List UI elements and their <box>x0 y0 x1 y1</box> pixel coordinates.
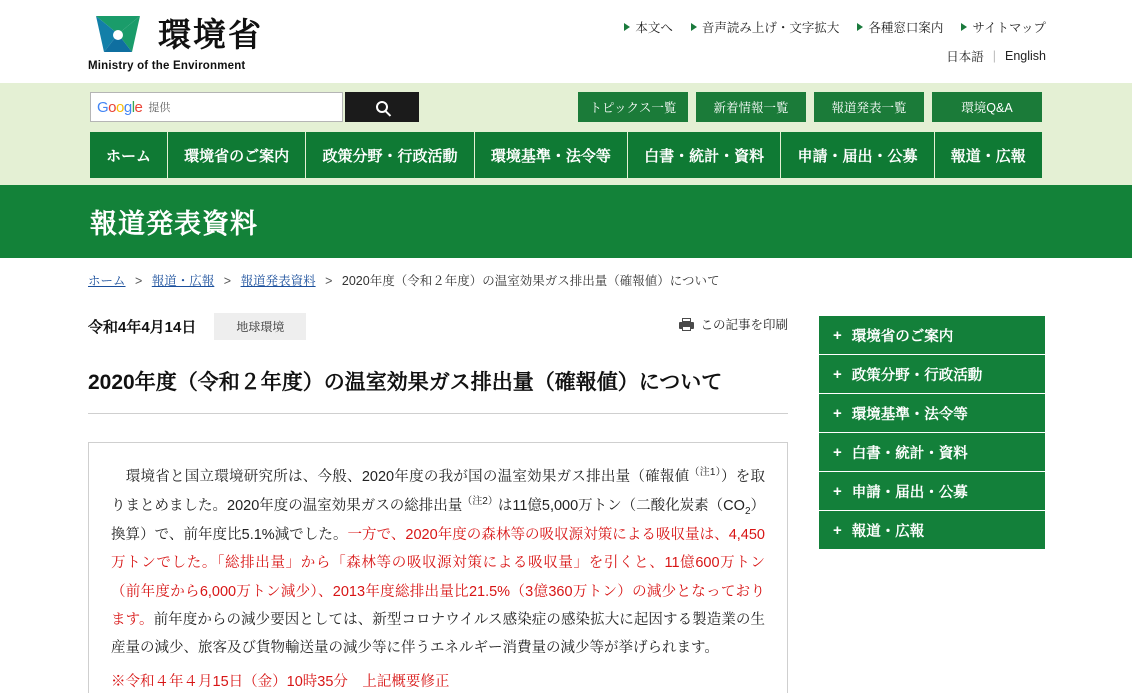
triangle-bullet-icon <box>691 23 697 31</box>
content-columns <box>0 299 1132 693</box>
sidebar-item-whitepaper[interactable] <box>819 433 1045 471</box>
sidebar-item-press[interactable] <box>819 511 1045 549</box>
page-title-band <box>0 185 1132 258</box>
breadcrumb-item-press[interactable]: 報道・広報 <box>151 274 215 288</box>
nav-item-press[interactable]: 報道・広報 <box>935 132 1042 178</box>
sidebar <box>819 299 1045 693</box>
sidebar-item-label: 環境省のご案内 <box>851 328 954 345</box>
breadcrumb-item-current: 2020年度（令和２年度）の温室効果ガス排出量（確報値）について <box>341 274 720 288</box>
article-lead-box <box>88 442 788 693</box>
language-switcher <box>946 47 1046 65</box>
search-input[interactable] <box>90 92 343 122</box>
lang-japanese[interactable]: 日本語 <box>946 50 984 64</box>
top-button-env-qa[interactable]: 環境Q&A <box>932 92 1042 122</box>
search-provider-note: 提供 <box>148 102 171 114</box>
logo-text-jp: 環境省 <box>158 15 263 53</box>
plus-icon: + <box>833 326 842 344</box>
printer-icon <box>679 318 694 331</box>
article-lead-paragraph <box>111 463 765 693</box>
sidebar-item-label: 申請・届出・公募 <box>851 484 968 501</box>
print-article-link[interactable] <box>679 315 788 333</box>
site-header <box>0 0 1132 83</box>
utility-link-label: 音声読み上げ・文字拡大 <box>701 21 840 35</box>
nav-item-about[interactable]: 環境省のご案内 <box>168 132 306 178</box>
utility-link-sitemap[interactable] <box>961 18 1046 36</box>
correction-note: ※令和４年４月15日（金）10時35分 上記概要修正 <box>111 674 450 691</box>
utility-link-onsei[interactable] <box>691 18 840 36</box>
utility-link-honbun[interactable] <box>624 18 673 36</box>
lang-separator: | <box>992 49 996 63</box>
search-band <box>0 83 1132 132</box>
utility-links <box>624 18 1046 36</box>
sidebar-item-label: 報道・広報 <box>851 523 925 540</box>
lead-note-2: （注2） <box>462 495 498 507</box>
plus-icon: + <box>833 443 842 461</box>
plus-icon: + <box>833 482 842 500</box>
print-article-label: この記事を印刷 <box>700 318 788 332</box>
utility-link-label: 各種窓口案内 <box>868 21 944 35</box>
google-logo: Google <box>97 98 143 116</box>
lead-text-3: は11億5,000万トン（二酸化炭素（CO <box>497 497 745 514</box>
lead-text-4: ）換算）で、前年度比5.1%減でした。 <box>111 497 766 544</box>
global-navigation <box>0 132 1132 185</box>
article-title: 2020年度（令和２年度）の温室効果ガス排出量（確報値）について <box>88 371 723 394</box>
sidebar-item-applications[interactable] <box>819 472 1045 510</box>
lead-text-5: 前年度からの減少要因としては、新型コロナウイルス感染症の感染拡大に起因する製造業の生産量の減少、旅客及び貨物輸送量の減少等に伴うエネルギー消費量の減少等が挙げられます。 <box>111 611 765 657</box>
breadcrumb-separator: > <box>325 274 333 288</box>
sidebar-item-about[interactable] <box>819 316 1045 354</box>
nav-item-standards[interactable]: 環境基準・法令等 <box>475 132 628 178</box>
breadcrumb-item-home[interactable]: ホーム <box>88 274 126 288</box>
article-category-badge: 地球環境 <box>214 313 306 340</box>
lead-text-2: ）を取りまとめました。2020年度の温室効果ガスの総排出量 <box>111 469 765 514</box>
utility-link-label: サイトマップ <box>972 21 1046 35</box>
article-date: 令和4年4月14日 <box>88 319 197 336</box>
utility-link-label: 本文へ <box>635 21 673 35</box>
plus-icon: + <box>833 404 842 422</box>
sidebar-item-label: 環境基準・法令等 <box>851 406 968 423</box>
top-button-topics[interactable]: トピックス一覧 <box>578 92 688 122</box>
page-title: 報道発表資料 <box>90 209 258 239</box>
breadcrumb-separator: > <box>223 274 232 288</box>
co2-subscript: 2 <box>744 505 751 517</box>
nav-item-applications[interactable]: 申請・届出・公募 <box>781 132 934 178</box>
breadcrumb-item-press-release[interactable]: 報道発表資料 <box>240 274 316 288</box>
article-meta <box>88 299 788 340</box>
top-button-group <box>578 92 1042 122</box>
lead-note-1: （注1） <box>689 467 721 479</box>
nav-item-policy[interactable]: 政策分野・行政活動 <box>306 132 474 178</box>
nav-item-home[interactable]: ホーム <box>90 132 168 178</box>
lang-english[interactable]: English <box>1005 49 1046 63</box>
breadcrumb-separator: > <box>135 274 143 288</box>
main-content <box>88 299 788 693</box>
plus-icon: + <box>833 521 842 539</box>
search-icon <box>376 101 388 113</box>
top-button-new-info[interactable]: 新着情報一覧 <box>696 92 806 122</box>
sidebar-item-label: 政策分野・行政活動 <box>851 367 983 384</box>
title-divider <box>88 413 788 414</box>
lead-text-1: 環境省と国立環境研究所は、今般、2020年度の我が国の温室効果ガス排出量（確報値 <box>111 469 690 486</box>
ministry-logo-icon <box>88 10 148 58</box>
utility-link-madoguchi[interactable] <box>857 18 943 36</box>
logo-text-en: Ministry of the Environment <box>88 60 246 72</box>
triangle-bullet-icon <box>857 23 863 31</box>
sidebar-item-label: 白書・統計・資料 <box>851 445 968 462</box>
nav-item-whitepaper[interactable]: 白書・統計・資料 <box>628 132 781 178</box>
lead-text-highlight: 一方で、2020年度の森林等の吸収源対策による吸収量は、4,450万トンでした。「総排出量」から「森林等の吸収源対策による吸収量」を引くと、11億600万トン（前年度から6,000万トン減少）、2013年度総排出量比21.5%（3億360万トン）の減少となっております。 <box>111 527 765 628</box>
breadcrumb <box>0 258 1132 299</box>
triangle-bullet-icon <box>624 23 630 31</box>
top-button-press-release[interactable]: 報道発表一覧 <box>814 92 924 122</box>
triangle-bullet-icon <box>961 23 967 31</box>
sidebar-item-policy[interactable] <box>819 355 1045 393</box>
sidebar-item-standards[interactable] <box>819 394 1045 432</box>
site-logo[interactable] <box>88 10 263 72</box>
search-button[interactable] <box>345 92 419 122</box>
plus-icon: + <box>833 365 842 383</box>
